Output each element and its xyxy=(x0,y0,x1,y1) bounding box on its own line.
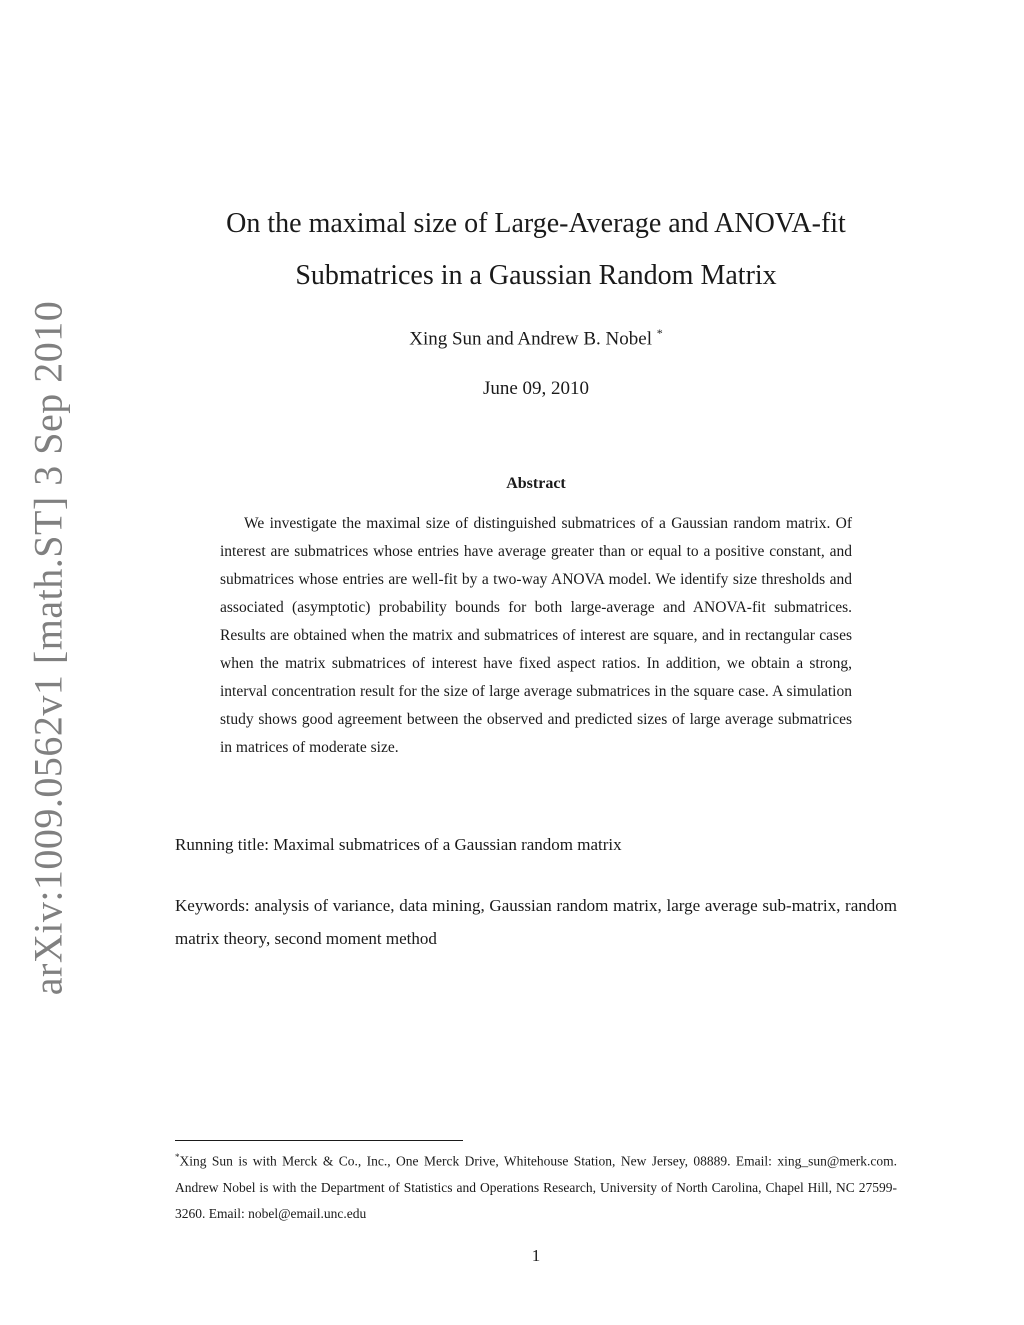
footnote xyxy=(175,1144,897,1227)
footnote-text: Xing Sun is with Merck & Co., Inc., One Merck Drive, Whitehouse Station, New Jersey, 08889. Email: xing_sun@merk.com. Andrew Nobel is with the Department of Statistics and Operations Research, University of North Carolina, Chapel Hill, NC 27599-3260. Email: nobel@email.unc.edu xyxy=(175,1153,897,1221)
footnote-divider xyxy=(175,1140,463,1141)
title-line-1: On the maximal size of Large-Average and ANOVA-fit xyxy=(226,208,846,239)
abstract-text: We investigate the maximal size of distinguished submatrices of a Gaussian random matrix. Of interest are submatrices whose entries have average greater than or equal to a positive constant, and submatrices whose entries are well-fit by a two-way ANOVA model. We identify size thresholds and associated (asymptotic) probability bounds for both large-average and ANOVA-fit submatrices. Results are obtained when the matrix and submatrices of interest are square, and in rectangular cases when the matrix submatrices of interest have fixed aspect ratios. In addition, we obtain a strong, interval concentration result for the size of large average submatrices in the square case. A simulation study shows good agreement between the observed and predicted sizes of large average submatrices in matrices of moderate size. xyxy=(220,515,852,756)
author-names: Xing Sun and Andrew B. Nobel xyxy=(409,328,652,350)
abstract-heading: Abstract xyxy=(506,475,566,492)
author-list xyxy=(0,326,1024,350)
publication-date: June 09, 2010 xyxy=(482,378,590,399)
footnote-mark: * xyxy=(175,1152,180,1162)
keywords: Keywords: analysis of variance, data mining, Gaussian random matrix, large average sub-matrix, random matrix theory, second moment method xyxy=(175,896,897,948)
page-number: 1 xyxy=(531,1246,541,1265)
running-title: Running title: Maximal submatrices of a Gaussian random matrix xyxy=(175,835,622,854)
paper-title xyxy=(0,198,1024,302)
author-footnote-mark: * xyxy=(656,326,663,340)
arxiv-identifier-stamp: arXiv:1009.0562v1 [math.ST] 3 Sep 2010 xyxy=(25,300,71,996)
title-line-2: Submatrices in a Gaussian Random Matrix xyxy=(295,260,777,291)
